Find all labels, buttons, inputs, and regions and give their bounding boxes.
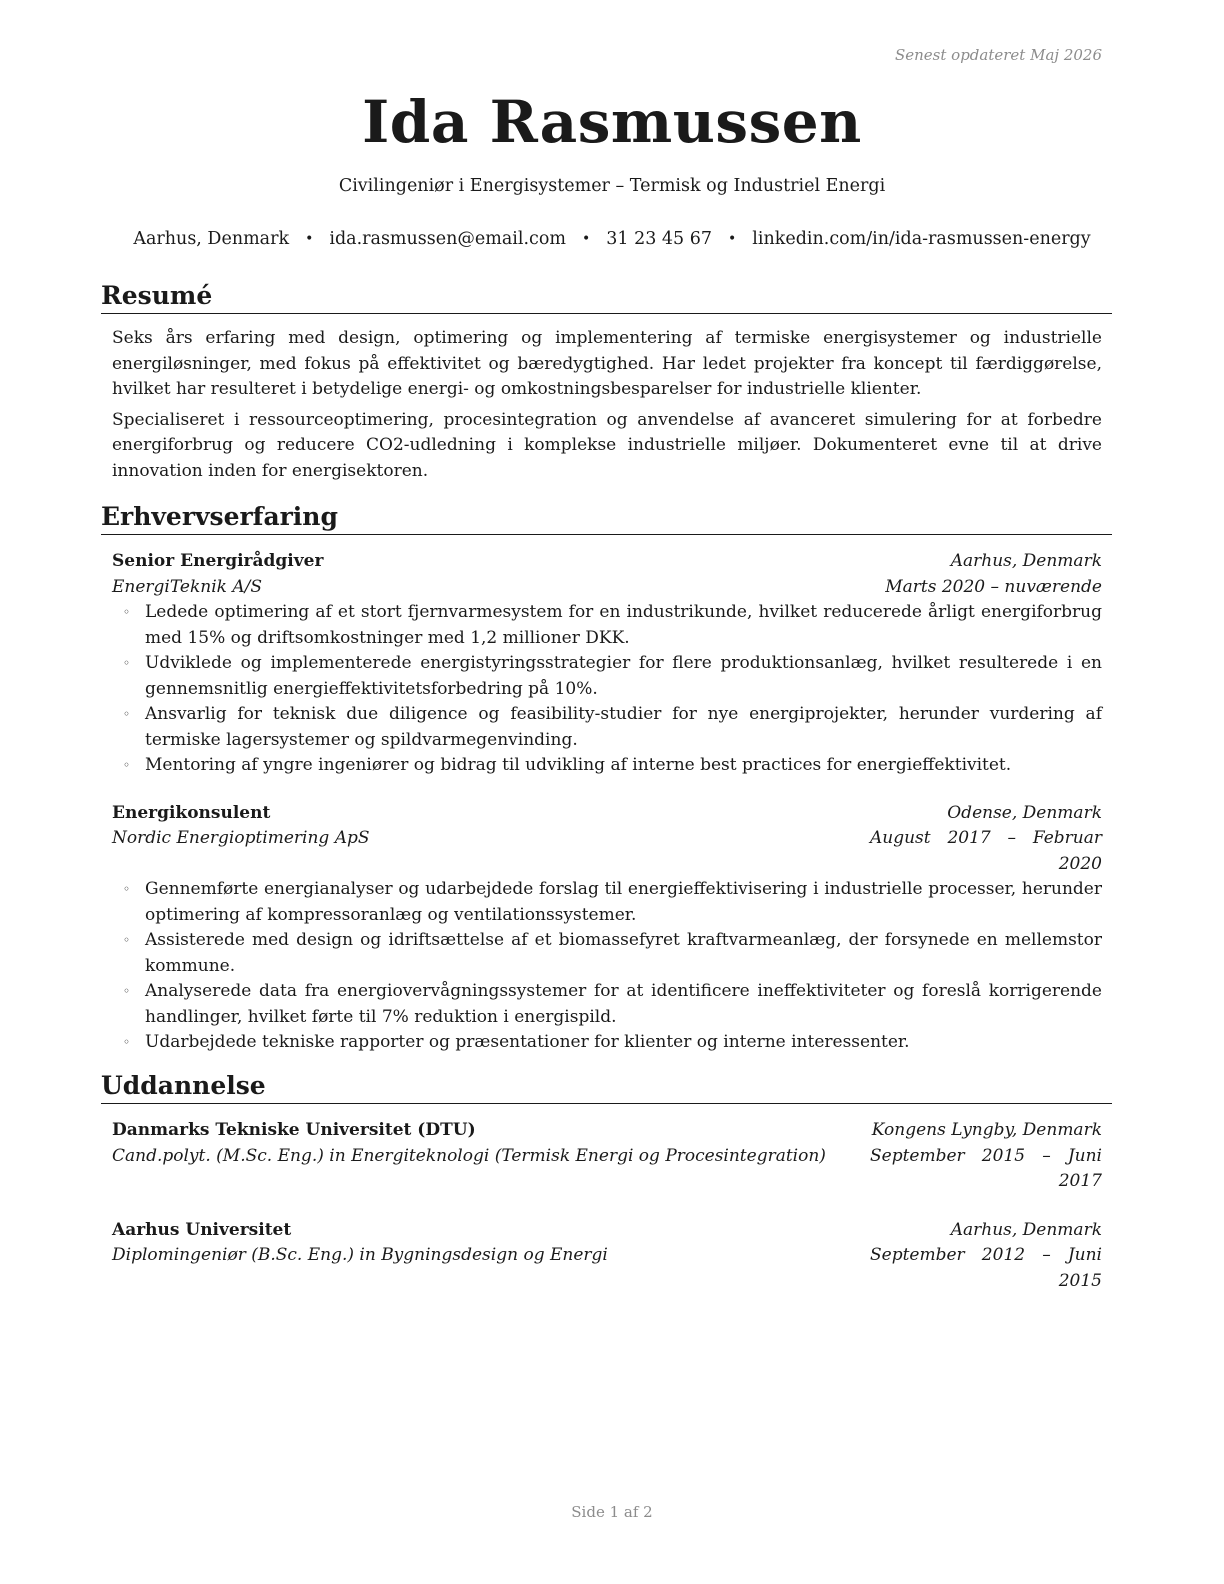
candidate-name: Ida Rasmussen (362, 88, 862, 156)
contact-location: Aarhus, Denmark (133, 229, 290, 249)
education-dates: September 2015 – Juni 2017 (870, 1145, 1102, 1191)
list-item: ◦ Mentoring af yngre ingeniører og bidrag til udvikling af interne best practices for energieffektivitet. (112, 753, 1102, 779)
circle-bullet-icon: ◦ (123, 933, 131, 947)
circle-bullet-icon: ◦ (123, 707, 131, 721)
school-location: Kongens Lyngby, Denmark (871, 1120, 1102, 1140)
job-role: Energikonsulent (112, 802, 271, 823)
education-dates: September 2012 – Juni 2015 (870, 1245, 1102, 1291)
job-company: EnergiTeknik A/S (112, 576, 262, 597)
job-company: Nordic Energioptimering ApS (112, 828, 370, 848)
job-dates: Marts 2020 – nuværende (885, 576, 1102, 597)
contact-email[interactable]: ida.rasmussen@email.com (329, 229, 566, 249)
school-location: Aarhus, Denmark (950, 1219, 1102, 1240)
school-name: Danmarks Tekniske Universitet (DTU) (112, 1120, 476, 1140)
circle-bullet-icon: ◦ (123, 758, 131, 772)
candidate-subtitle: Civilingeniør i Energisystemer – Termisk og Industriel Energi (338, 176, 886, 196)
last-updated: Senest opdateret Maj 2026 (894, 46, 1102, 64)
circle-bullet-icon: ◦ (123, 1035, 131, 1049)
bullet-separator: • (305, 231, 314, 247)
summary-section (101, 281, 1112, 484)
list-item: ◦ Gennemførte energianalyser og udarbejdede forslag til energieffektivisering i industrielle processer, herunder optimering af kompressoranlæg og ventilationssystemer. (123, 879, 1102, 925)
job-location: Odense, Denmark (947, 802, 1102, 823)
experience-section (101, 502, 1112, 1056)
circle-bullet-icon: ◦ (123, 984, 131, 998)
job-location: Aarhus, Denmark (950, 551, 1102, 571)
degree: Cand.polyt. (M.Sc. Eng.) in Energiteknologi (Termisk Energi og Procesintegration) (112, 1145, 826, 1166)
job-bullets (112, 877, 1102, 1056)
circle-bullet-icon: ◦ (123, 605, 131, 619)
job-role: Senior Energirådgiver (112, 551, 324, 571)
contact-line (0, 229, 1224, 249)
summary-paragraph: Seks års erfaring med design, optimering og implementering af termiske energisystemer og industrielle energiløsninger, med fokus på effektivitet og bæredygtighed. Har ledet projekter fra koncept til færdiggørelse, hvilket har resulteret i betydelige energi- og omkostningsbesparelser for industrielle klienter. (112, 328, 1102, 399)
list-item: ◦ Analyserede data fra energiovervågningssystemer for at identificere ineffektiviteter og foreslå korrigerende handlinger, hvilket førte til 7% reduktion i energispild. (123, 981, 1102, 1027)
contact-linkedin[interactable]: linkedin.com/in/ida-rasmussen-energy (752, 229, 1091, 249)
job-entry (112, 801, 1102, 1056)
list-item: ◦ Udarbejdede tekniske rapporter og præsentationer for klienter og interne interessenter. (112, 1030, 1102, 1056)
school-name: Aarhus Universitet (112, 1219, 292, 1240)
section-title-experience: Erhvervserfaring (101, 502, 1112, 535)
bullet-separator: • (728, 231, 737, 247)
circle-bullet-icon: ◦ (123, 656, 131, 670)
summary-paragraph: Specialiseret i ressourceoptimering, procesintegration og anvendelse af avanceret simulering for at forbedre energiforbrug og reducere CO2-udledning i komplekse industrielle miljøer. Dokumenteret evne til at drive innovation inden for energisektoren. (112, 409, 1102, 481)
education-entry (112, 1118, 1102, 1195)
education-entry (112, 1218, 1102, 1295)
bullet-separator: • (581, 231, 591, 247)
list-item: ◦ Ansvarlig for teknisk due diligence og feasibility-studier for nye energiprojekter, herunder vurdering af termiske lagersystemer og spildvarmegenvinding. (123, 704, 1102, 750)
education-section (101, 1071, 1112, 1294)
list-item: ◦ Udviklede og implementerede energistyringsstrategier for flere produktionsanlæg, hvilket resulterede i en gennemsnitlig energieffektivitetsforbedring på 10%. (123, 653, 1102, 699)
job-entry (112, 549, 1102, 779)
list-item: ◦ Assisterede med design og idriftsættelse af et biomassefyret kraftvarmeanlæg, der forsynede en mellemstor kommune. (123, 930, 1102, 976)
list-item: ◦ Ledede optimering af et stort fjernvarmesystem for en industrikunde, hvilket reducerede årligt energiforbrug med 15% og driftsomkostninger med 1,2 millioner DKK. (123, 602, 1102, 648)
section-title-education: Uddannelse (101, 1071, 1112, 1104)
section-title-summary: Resumé (101, 281, 1112, 314)
degree: Diplomingeniør (B.Sc. Eng.) in Bygningsdesign og Energi (112, 1245, 608, 1265)
circle-bullet-icon: ◦ (123, 882, 131, 896)
contact-phone: 31 23 45 67 (606, 229, 712, 249)
job-bullets (112, 600, 1102, 779)
page-number: Side 1 af 2 (571, 1503, 653, 1521)
job-dates: August 2017 – Februar 2020 (870, 828, 1102, 874)
